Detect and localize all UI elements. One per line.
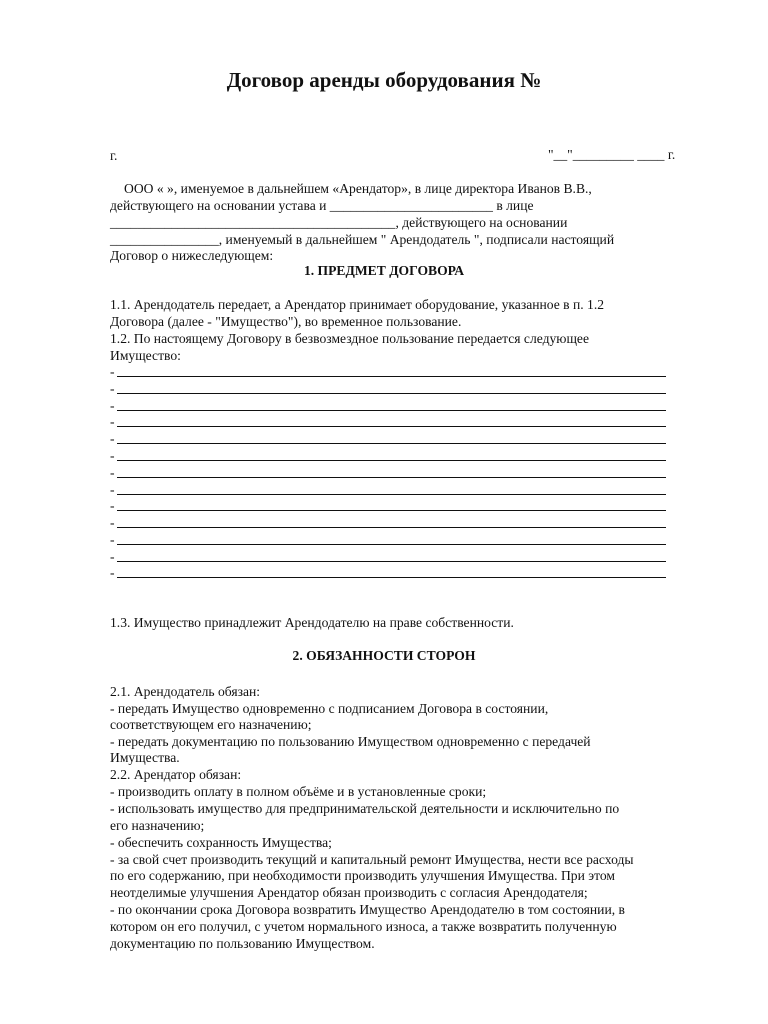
blank-item-line bbox=[110, 450, 666, 464]
section-2-line: - по окончании срока Договора возвратить Имущество Арендодателю в том состоянии, в bbox=[110, 902, 625, 917]
blank-item-dash: - bbox=[110, 515, 115, 530]
section-1-line: 1.1. Арендодатель передает, а Арендатор принимает оборудование, указанное в п. 1.2 bbox=[110, 297, 605, 312]
blank-item-dash: - bbox=[110, 549, 115, 564]
ownership-clause: 1.3. Имущество принадлежит Арендодателю на праве собственности. bbox=[110, 615, 514, 630]
blank-item-dash: - bbox=[110, 482, 115, 497]
blank-item-line bbox=[110, 416, 666, 430]
blank-item-dash: - bbox=[110, 532, 115, 547]
blank-item-line bbox=[110, 534, 666, 548]
blank-item-dash: - bbox=[110, 431, 115, 446]
section-2-line: - обеспечить сохранность Имущества; bbox=[110, 835, 332, 850]
section-1-line: Имущество: bbox=[110, 348, 181, 363]
section-2-line: - передать документацию по пользованию Имуществом одновременно с передачей bbox=[110, 734, 591, 749]
section-2-line: неотделимые улучшения Арендатор обязан производить с согласия Арендодателя; bbox=[110, 885, 588, 900]
section-1-heading: 1. ПРЕДМЕТ ДОГОВОРА bbox=[303, 263, 465, 278]
blank-item-dash: - bbox=[110, 398, 115, 413]
blank-item-line bbox=[110, 484, 666, 498]
section-2-line: Имущества. bbox=[110, 750, 180, 765]
blank-item-dash: - bbox=[110, 448, 115, 463]
section-2-line: 2.1. Арендодатель обязан: bbox=[110, 684, 261, 699]
section-1-line: Договора (далее - "Имущество"), во временное пользование. bbox=[110, 314, 462, 329]
section-2-line: - передать Имущество одновременно с подписанием Договора в состоянии, bbox=[110, 701, 549, 716]
section-2-line: его назначению; bbox=[110, 818, 205, 833]
blank-item-line bbox=[110, 383, 666, 397]
section-2-line: котором он его получил, с учетом нормального износа, а также возвратить полученную bbox=[110, 919, 617, 934]
section-2-line: - за свой счет производить текущий и капитальный ремонт Имущества, нести все расходы bbox=[110, 852, 634, 867]
blank-item-dash: - bbox=[110, 565, 115, 580]
city-field: г. bbox=[110, 148, 118, 163]
section-1-line: 1.2. По настоящему Договору в безвозмездное пользование передается следующее bbox=[110, 331, 589, 346]
blank-item-line bbox=[110, 433, 666, 447]
date-field: "__"_________ ____ г. bbox=[548, 147, 676, 162]
blank-item-dash: - bbox=[110, 364, 115, 379]
blank-item-line bbox=[110, 467, 666, 481]
blank-item-dash: - bbox=[110, 414, 115, 429]
blank-item-dash: - bbox=[110, 465, 115, 480]
section-2-line: - использовать имущество для предпринимательской деятельности и исключительно по bbox=[110, 801, 620, 816]
preamble-line: ООО « », именуемое в дальнейшем «Арендатор», в лице директора Иванов В.В., bbox=[124, 181, 592, 196]
blank-item-line bbox=[110, 366, 666, 380]
blank-item-line bbox=[110, 500, 666, 514]
blank-item-line bbox=[110, 551, 666, 565]
blank-item-line bbox=[110, 400, 666, 414]
preamble-line: действующего на основании устава и ________________________ в лице bbox=[110, 198, 534, 213]
section-2-line: документацию по пользованию Имуществом. bbox=[110, 936, 375, 951]
blank-item-dash: - bbox=[110, 381, 115, 396]
blank-item-dash: - bbox=[110, 498, 115, 513]
section-2-line: по его содержанию, при необходимости производить улучшения Имущества. При этом bbox=[110, 868, 615, 883]
preamble-line: ________________, именуемый в дальнейшем " Арендодатель ", подписали настоящий bbox=[110, 232, 615, 247]
section-2-line: 2.2. Арендатор обязан: bbox=[110, 767, 242, 782]
preamble-line: Договор о нижеследующем: bbox=[110, 248, 274, 263]
section-2-heading: 2. ОБЯЗАННОСТИ СТОРОН bbox=[292, 648, 476, 663]
document-title: Договор аренды оборудования № bbox=[226, 68, 542, 92]
section-2-line: - производить оплату в полном объёме и в установленные сроки; bbox=[110, 784, 487, 799]
blank-item-line bbox=[110, 517, 666, 531]
preamble-line: __________________________________________, действующего на основании bbox=[110, 215, 568, 230]
section-2-line: соответствующем его назначению; bbox=[110, 717, 312, 732]
blank-item-line bbox=[110, 567, 666, 581]
